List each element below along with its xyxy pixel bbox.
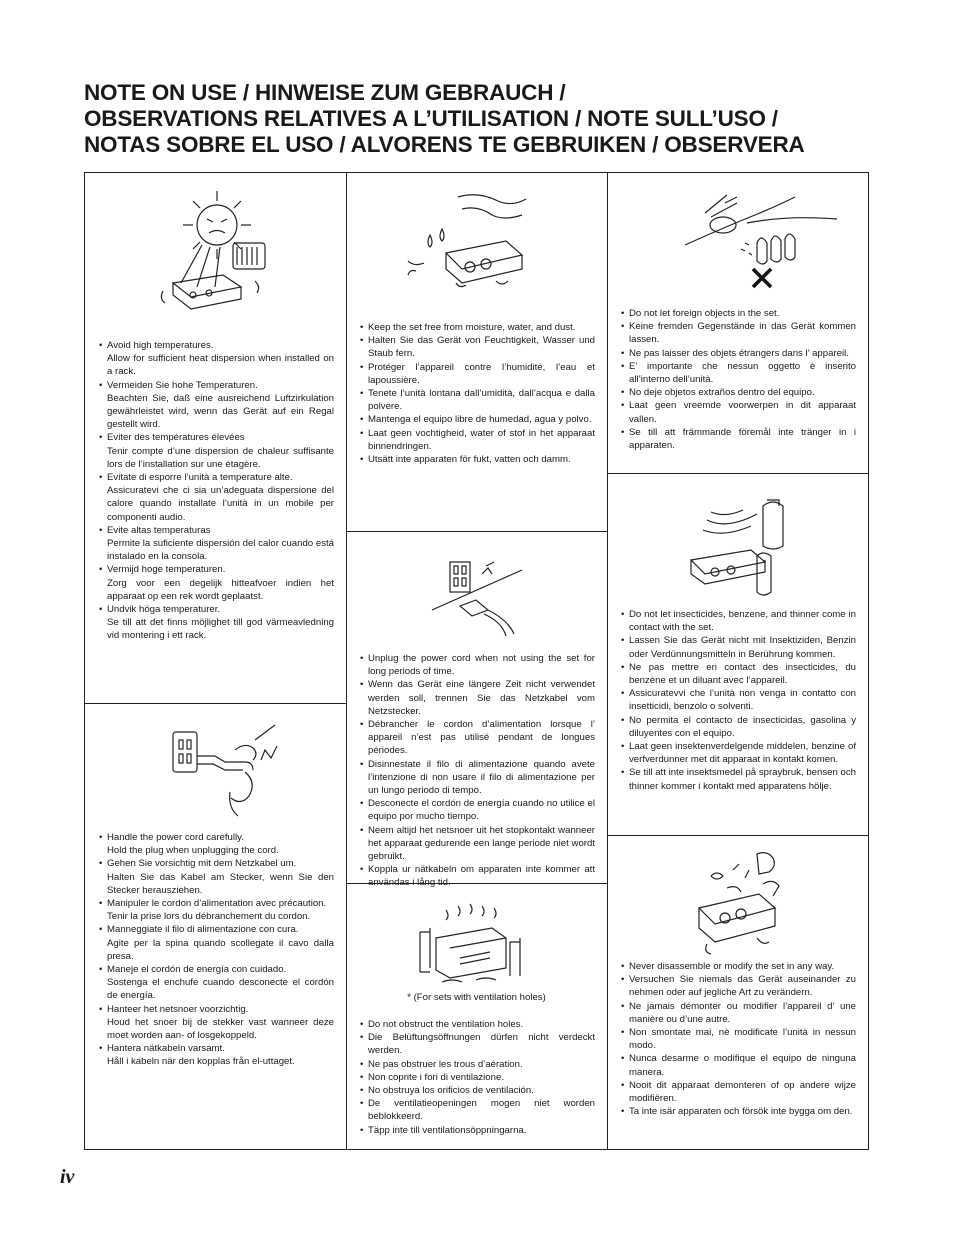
column-2 [346,173,608,1149]
sun-heat-illustration [85,183,346,313]
ventilation-note: * (For sets with ventilation holes) [407,992,546,1003]
list-item: • Mantenga el equipo libre de humedad, agua y polvo. [360,413,595,426]
insecticide-list [621,608,856,793]
list-item: • Neem altijd het netsnoer uit het stopkontakt wanneer het apparaat gedurende een lange periode niet wordt gebruikt. [360,824,595,864]
list-item: • Vermeiden Sie hohe Temperaturen. Beachten Sie, daß eine ausreichend Luftzirkulation gewährleistet wird, wenn das Gerät auf ein Regal gestellt wird. [99,379,334,432]
list-item: • Tenete l’unità lontana dall’umidità, dall’acqua e dalla polvere. [360,387,595,413]
cell-unplug [346,531,607,889]
list-item: • Laat geen vochtigheid, water of stof in het apparaat binnendringen. [360,427,595,453]
list-item: • Täpp inte till ventilationsöppningarna. [360,1124,595,1137]
list-item: • Se till att inte insektsmedel på spraybruk, bensen och thinner kommer i kontakt med apparatens hölje. [621,766,856,792]
column-1 [85,173,347,1149]
list-item: • Hantera nätkabeln varsamt. Håll i kabeln när den kopplas från el-uttaget. [99,1042,334,1068]
list-item: • Keine fremden Gegenstände in das Gerät kommen lassen. [621,320,856,346]
title-line-3: NOTAS SOBRE EL USO / ALVORENS TE GEBRUIKEN / OBSERVERA [84,132,805,157]
cell-ventilation [346,883,607,1149]
list-item: • Never disassemble or modify the set in any way. [621,960,856,973]
list-item: • Halten Sie das Gerät von Feuchtigkeit, Wasser und Staub fern. [360,334,595,360]
list-item: • Laat geen insektenverdelgende middelen, benzine of verfverdunner met dit apparaat in kontakt komen. [621,740,856,766]
cell-moisture [346,173,607,531]
list-item: • Débrancher le cordon d’alimentation lorsque l’ appareil n’est pas utilisé pendant de longues périodes. [360,718,595,758]
list-item: • E’ importante che nessun oggetto è inserito all’interno dell’unità. [621,360,856,386]
list-item: • Do not let foreign objects in the set. [621,307,856,320]
list-item: • Keep the set free from moisture, water, and dust. [360,321,595,334]
list-item: • Undvik höga temperaturer. Se till att det finns möjlighet till god värmeavledning vid montering i ett rack. [99,603,334,643]
list-item: • Maneje el cordón de energía con cuidado. Sostenga el enchufe cuando desconecte el cordón de energía. [99,963,334,1003]
cell-disassemble [607,835,868,1149]
ventilation-illustration [346,898,607,988]
notes-grid [84,172,869,1150]
heat-list [99,339,334,643]
list-item: • Evite altas temperaturas Permite la suficiente dispersión del calor cuando está instalado en la consola. [99,524,334,564]
list-item: • Assicuratevvi che l’unità non venga in contatto con insetticidi, benzolo o solventi. [621,687,856,713]
disassemble-illustration [607,848,868,958]
title-line-2: OBSERVATIONS RELATIVES A L’UTILISATION / NOTE SULL’USO / [84,106,778,131]
foreign-objects-illustration [607,183,868,293]
list-item: • Laat geen vreemde voorwerpen in dit apparaat vallen. [621,399,856,425]
cell-heat [85,173,346,703]
list-item: • Nooit dit apparaat demonteren of op andere wijze modifiëren. [621,1079,856,1105]
list-item: • Non coprite i fori di ventilazione. [360,1071,595,1084]
moisture-illustration [346,187,607,297]
column-3 [607,173,868,1149]
unplug-list [360,652,595,890]
title-line-1: NOTE ON USE / HINWEISE ZUM GEBRAUCH / [84,80,566,105]
list-item: • Wenn das Gerät eine längere Zeit nicht verwendet werden soll, trennen Sie das Netzkabel vom Netzstecker. [360,678,595,718]
plug-outlet-illustration [346,548,607,638]
list-item: • Utsätt inte apparaten för fukt, vatten och damm. [360,453,595,466]
list-item: • Versuchen Sie niemals das Gerät auseinander zu nehmen oder auf jegliche Art zu verändern. [621,973,856,999]
list-item: • Die Belüftungsöffnungen dürfen nicht verdeckt werden. [360,1031,595,1057]
list-item: • Desconecte el cordón de energía cuando no utilice el equipo por mucho tiempo. [360,797,595,823]
handle-cord-illustration [85,720,346,820]
list-item: • Koppla ur nätkabeln om apparaten inte kommer att användas i lång tid. [360,863,595,889]
list-item: • Eviter des températures élevées Tenir compte d’une dispersion de chaleur suffisante lors de l’installation sur une étagère. [99,431,334,471]
list-item: • Nunca desarme o modifique el equipo de ninguna manera. [621,1052,856,1078]
moisture-list [360,321,595,466]
list-item: • Manneggiate il filo di alimentazione con cura. Agite per la spina quando scollegate il cavo dalla presa. [99,923,334,963]
list-item: • Se till att främmande föremål inte tränger in i apparaten. [621,426,856,452]
list-item: • Manipuler le cordon d’alimentation avec précaution. Tenir la prise lors du débranchement du cordon. [99,897,334,923]
list-item: • Ne pas laisser des objets étrangers dans l’ appareil. [621,347,856,360]
disassemble-list [621,960,856,1118]
page-number: iv [60,1166,75,1188]
list-item: • Hanteer het netsnoer voorzichtig. Houd het snoer bij de stekker vast wanneer deze moet worden aan- of losgekoppeld. [99,1003,334,1043]
list-item: • De ventilatieopeningen mogen niet worden beblokkeerd. [360,1097,595,1123]
list-item: • Do not obstruct the ventilation holes. [360,1018,595,1031]
list-item: • Ta inte isär apparaten och försök inte bygga om den. [621,1105,856,1118]
list-item: • No permita el contacto de insecticidas, gasolina y diluyentes con el equipo. [621,714,856,740]
list-item: • Evitate di esporre l’unità a temperature alte. Assicuratevi che ci sia un’adeguata dispersione del calore quando installate l’unità in un mobile per componenti audio. [99,471,334,524]
list-item: • Ne pas obstruer les trous d’aération. [360,1058,595,1071]
cord-list [99,831,334,1069]
list-item: • Protéger l’appareil contre l’humidité, l’eau et lapoussière. [360,361,595,387]
spray-can-illustration [607,486,868,606]
list-item: • Avoid high temperatures. Allow for sufficient heat dispersion when installed on a rack. [99,339,334,379]
foreign-list [621,307,856,452]
page-title [84,80,884,158]
list-item: • Non smontate mai, nè modificate l’unità in nessun modo. [621,1026,856,1052]
list-item: • Ne jamais démonter ou modifier l’appareil d’ une manière ou d’une autre. [621,1000,856,1026]
list-item: • Handle the power cord carefully. Hold the plug when unplugging the cord. [99,831,334,857]
list-item: • No obstruya los orificios de ventilación. [360,1084,595,1097]
list-item: • Unplug the power cord when not using the set for long periods of time. [360,652,595,678]
list-item: • No deje objetos extraños dentro del equipo. [621,386,856,399]
cell-cord [85,703,346,1149]
list-item: • Vermijd hoge temperaturen. Zorg voor een degelijk hitteafvoer indien het apparaat op een rek wordt geplaatst. [99,563,334,603]
list-item: • Gehen Sie vorsichtig mit dem Netzkabel um. Halten Sie das Kabel am Stecker, wenn Sie den Stecker herausziehen. [99,857,334,897]
list-item: • Lassen Sie das Gerät nicht mit Insektiziden, Benzin oder Verdünnungsmitteln in Berührung kommen. [621,634,856,660]
cell-insecticide [607,473,868,835]
ventilation-list [360,1018,595,1137]
list-item: • Do not let insecticides, benzene, and thinner come in contact with the set. [621,608,856,634]
list-item: • Ne pas mettre en contact des insecticides, du benzène et un diluant avec l’appareil. [621,661,856,687]
cell-foreign [607,173,868,473]
list-item: • Disinnestate il filo di alimentazione quando avete l’intenzione di non usare il filo di alimentazione per un lungo periodo di tempo. [360,758,595,798]
